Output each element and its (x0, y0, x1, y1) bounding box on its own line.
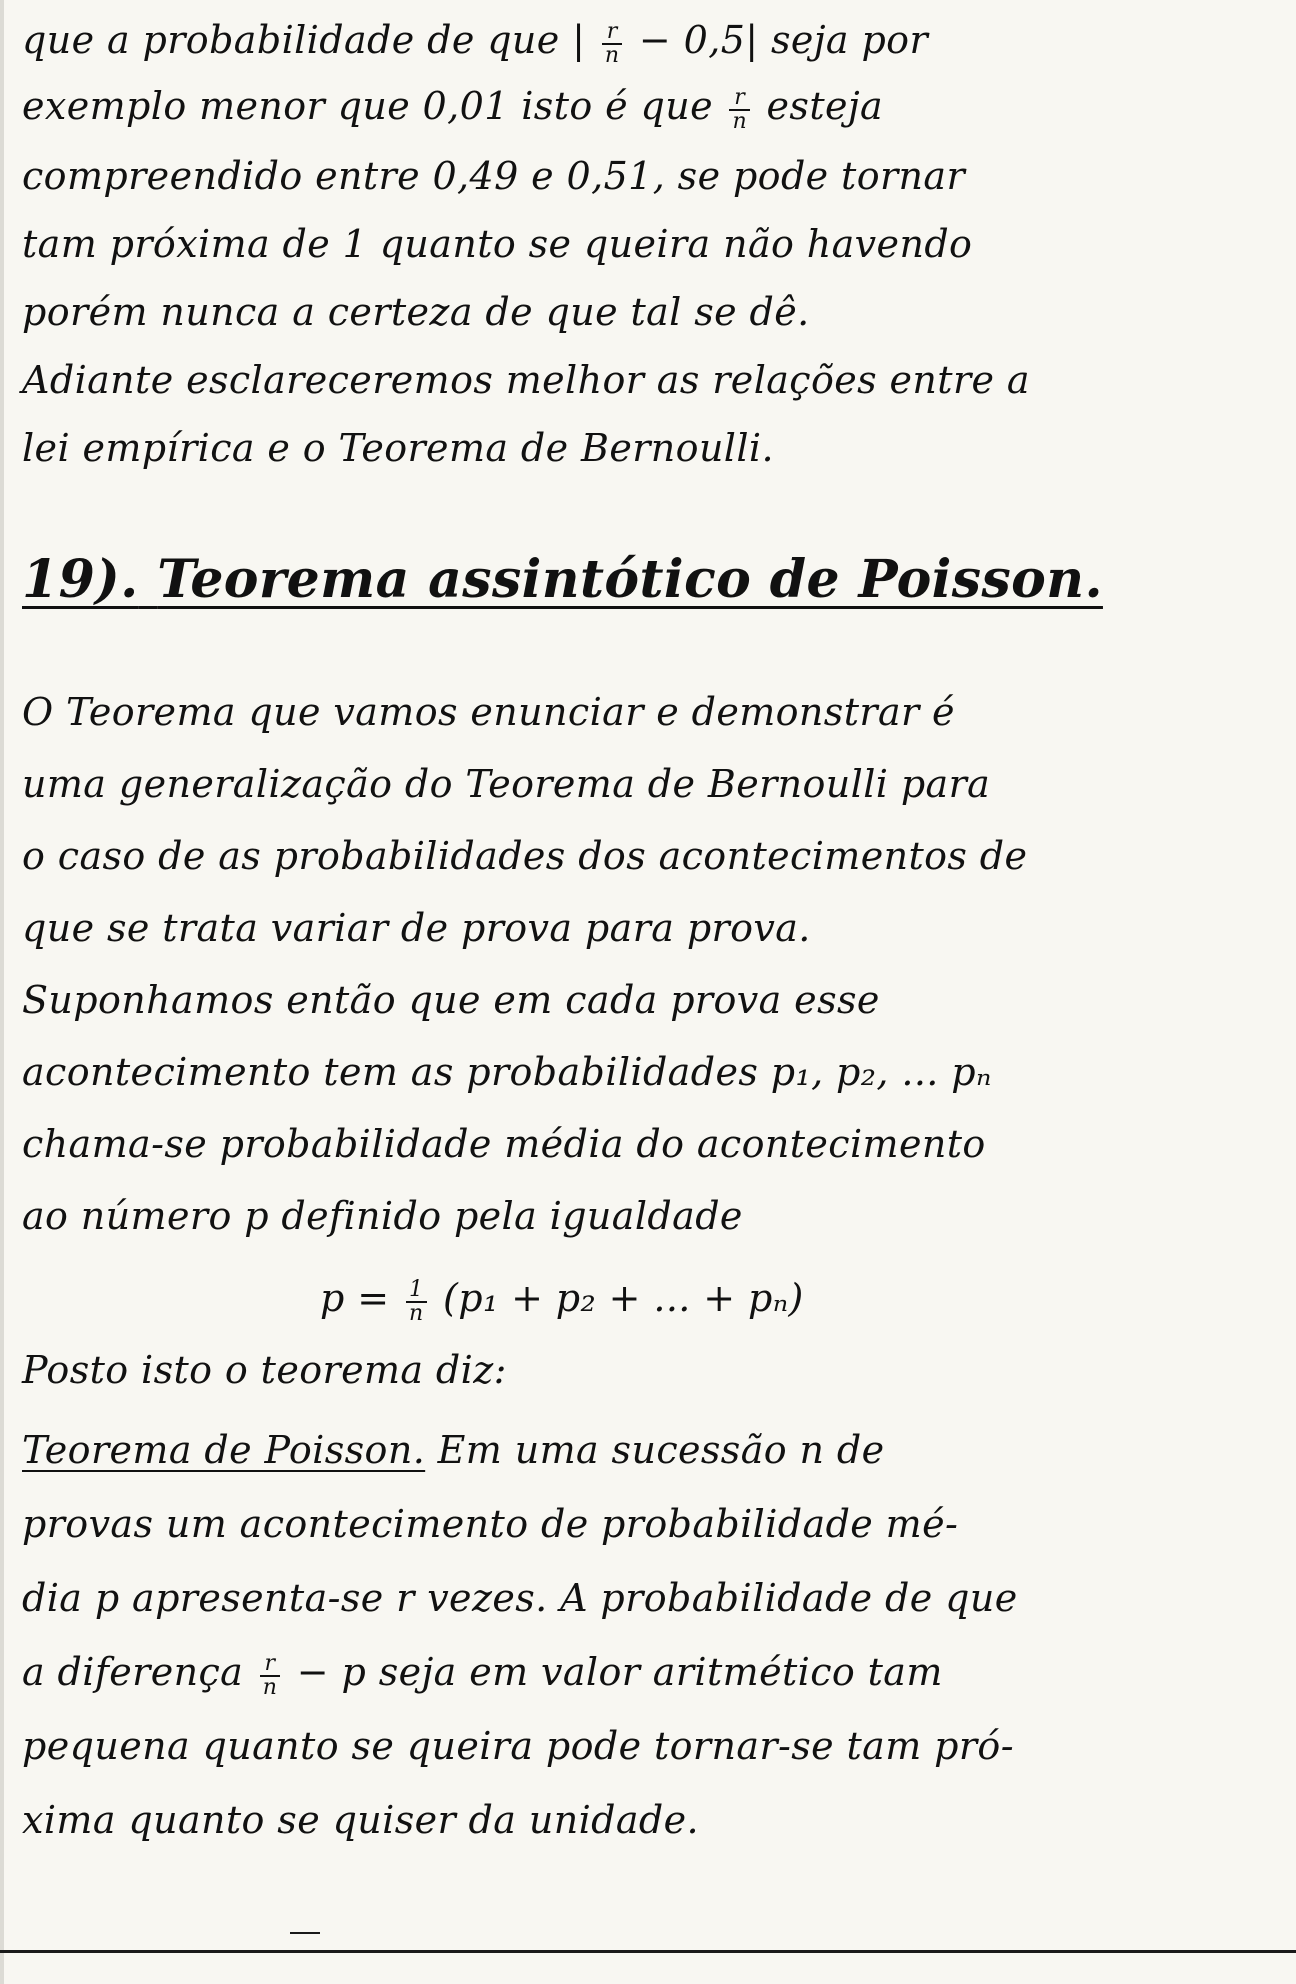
theorem-line-4-before: a diferença (22, 1650, 256, 1694)
page-bottom-edge (0, 1950, 1296, 1953)
bottom-pen-mark (290, 1932, 320, 1934)
fraction-numerator: r (729, 87, 750, 111)
theorem-line-4-after: − p seja em valor aritmético tam (296, 1650, 943, 1694)
section-title: Teorema assintótico de Poisson. (157, 549, 1103, 610)
section-number: 19). (22, 549, 139, 610)
theorem-line-5: pequena quanto se queira pode tornar-se tam pró- (22, 1724, 1014, 1768)
text-line-1 (22, 10, 928, 70)
text-line-4: tam próxima de 1 quanto se queira não havendo (22, 222, 973, 266)
formula-lhs: p = (320, 1276, 402, 1320)
text-line-6: Adiante esclareceremos melhor as relações entre a (22, 358, 1030, 402)
paragraph-line-2: uma generalização do Teorema de Bernoulli para (22, 762, 991, 806)
theorem-title: Teorema de Poisson. (22, 1428, 426, 1472)
text-line-3: compreendido entre 0,49 e 0,51, se pode tornar (22, 154, 966, 198)
paragraph-line-1: O Teorema que vamos enunciar e demonstrar é (22, 690, 955, 734)
mean-probability-formula (320, 1268, 804, 1328)
paragraph-line-4: que se trata variar de prova para prova. (22, 906, 811, 950)
fraction-r-over-n (602, 18, 623, 68)
paragraph-line-5: Suponhamos então que em cada prova esse (22, 978, 880, 1022)
text-line-7: lei empírica e o Teorema de Bernoulli. (22, 426, 774, 470)
text-line-2 (22, 76, 883, 136)
theorem-line-6: xima quanto se quiser da unidade. (22, 1798, 699, 1842)
theorem-line-1 (22, 1420, 884, 1480)
fraction-denominator: n (732, 108, 748, 134)
page-edge-shadow (0, 0, 4, 1984)
fraction-1-over-n (406, 1276, 427, 1326)
text-line-2-after: esteja (766, 84, 884, 128)
fraction-numerator: 1 (406, 1279, 427, 1303)
theorem-line-4 (22, 1642, 943, 1702)
fraction-denominator: n (604, 42, 620, 68)
fraction-r-over-n (729, 84, 750, 134)
paragraph-line-3: o caso de as probabilidades dos acontecimentos de (22, 834, 1028, 878)
paragraph-line-6: acontecimento tem as probabilidades p₁, p₂, ... pₙ (22, 1050, 992, 1094)
theorem-line-2: provas um acontecimento de probabilidade mé- (22, 1502, 959, 1546)
fraction-denominator: n (262, 1674, 278, 1700)
text-line-5: porém nunca a certeza de que tal se dê. (22, 290, 810, 334)
text-line-1-before: que a probabilidade de que | (22, 18, 586, 62)
paragraph-line-8: ao número p definido pela igualdade (22, 1194, 743, 1238)
section-heading (22, 540, 1103, 620)
theorem-line-3: dia p apresenta-se r vezes. A probabilidade de que (22, 1576, 1018, 1620)
fraction-denominator: n (408, 1300, 424, 1326)
text-line-2-before: exemplo menor que 0,01 isto é que (22, 84, 726, 128)
paragraph-line-7: chama-se probabilidade média do acontecimento (22, 1122, 986, 1166)
theorem-line-1-rest: Em uma sucessão n de (425, 1428, 885, 1472)
text-line-1-after: − 0,5| seja por (638, 18, 929, 62)
fraction-numerator: r (260, 1653, 281, 1677)
fraction-numerator: r (602, 21, 623, 45)
fraction-r-over-n (260, 1650, 281, 1700)
posto-line: Posto isto o teorema diz: (22, 1348, 507, 1392)
formula-rhs: (p₁ + p₂ + ... + pₙ) (443, 1276, 804, 1320)
